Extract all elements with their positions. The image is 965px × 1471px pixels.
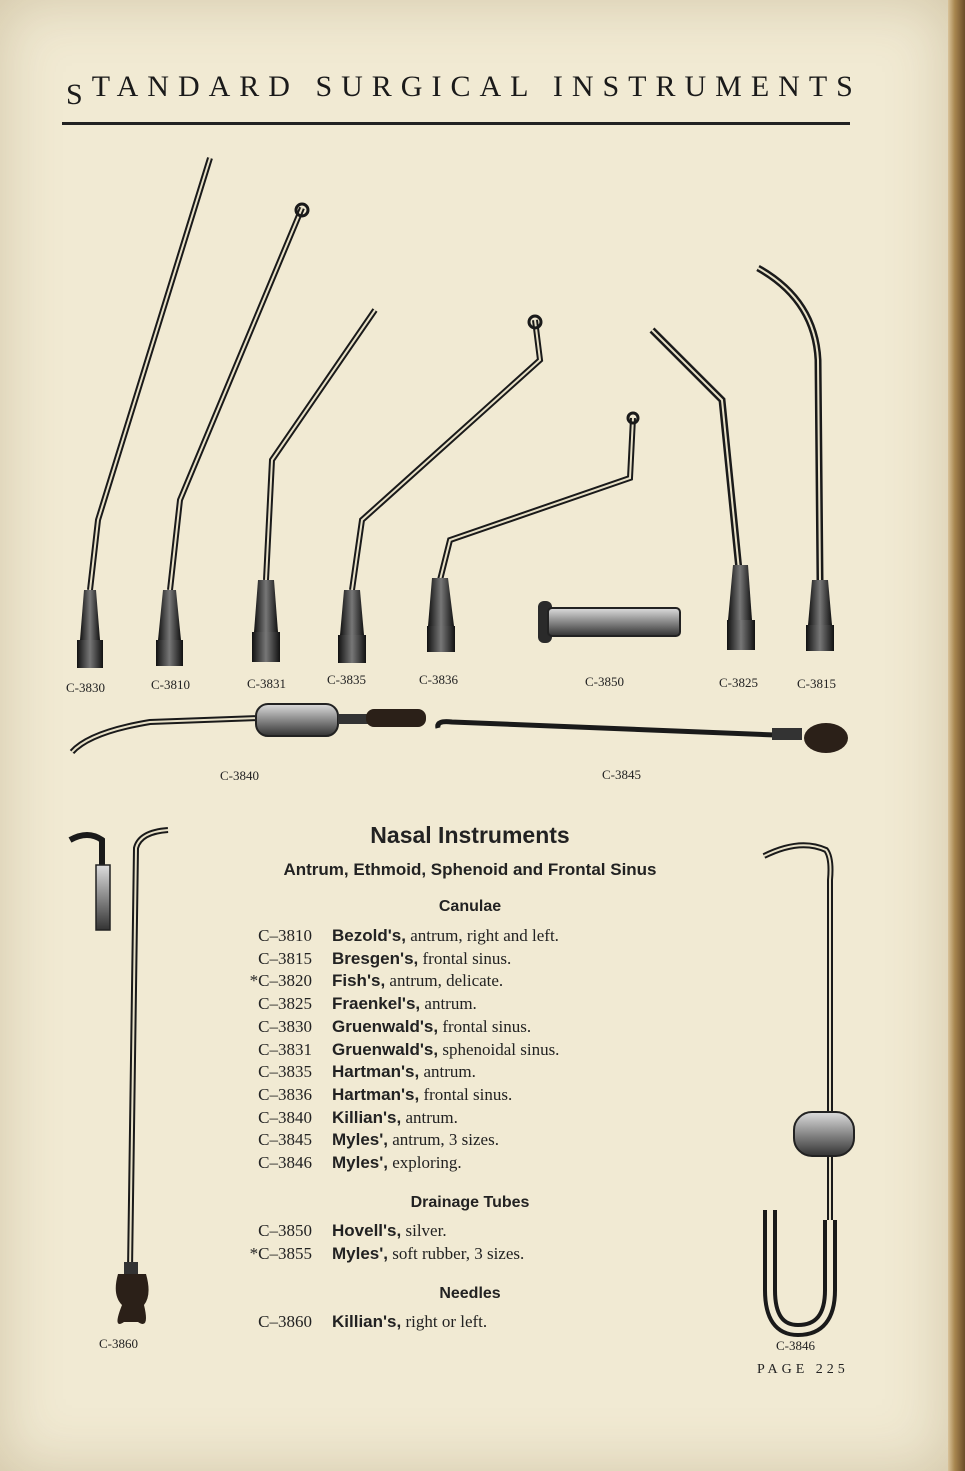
catalog-entry — [220, 1017, 740, 1039]
entry-description: sphenoidal sinus. — [442, 1039, 560, 1059]
drainage-heading: Drainage Tubes — [410, 1194, 530, 1211]
needle-c3860 — [70, 830, 168, 1324]
label-c3846: C-3846 — [776, 1338, 815, 1353]
entry-description: antrum, 3 sizes. — [392, 1130, 499, 1150]
entry-description: antrum, delicate. — [389, 971, 504, 991]
section-subtitle: Antrum, Ethmoid, Sphenoid and Frontal Sinus — [283, 860, 657, 879]
entry-description: silver. — [405, 1221, 447, 1240]
entry-code: C–3846 — [258, 1153, 312, 1172]
label-c3860: C-3860 — [99, 1336, 138, 1351]
entry-name: Hartman's, — [332, 1084, 420, 1104]
page-number: PAGE 225 — [757, 1362, 849, 1377]
entry-code: C–3810 — [258, 926, 312, 945]
label-c3830: C-3830 — [66, 680, 105, 695]
entry-code: *C–3820 — [249, 971, 312, 991]
entry-code: C–3836 — [258, 1084, 312, 1104]
catalog-entry — [220, 949, 740, 971]
entry-name: Hovell's, — [332, 1221, 402, 1240]
entry-code: C–3840 — [258, 1107, 312, 1127]
entry-text — [332, 1017, 531, 1037]
drainage-tube-c3850 — [538, 601, 680, 643]
entry-code: C–3831 — [258, 1039, 312, 1059]
entry-text — [332, 949, 511, 969]
label-c3850: C-3850 — [585, 674, 624, 689]
label-c3835: C-3835 — [327, 672, 366, 687]
entry-description: antrum. — [423, 1062, 476, 1082]
entry-description: frontal sinus. — [442, 1016, 532, 1036]
entry-name: Bresgen's, — [332, 948, 419, 968]
entry-text — [332, 994, 477, 1014]
label-c3825: C-3825 — [719, 675, 758, 690]
book-spine — [948, 0, 965, 1471]
entry-name: Fraenkel's, — [332, 994, 421, 1014]
needles-heading: Needles — [439, 1285, 501, 1302]
canula-c3845 — [438, 722, 848, 753]
canula-c3815 — [758, 268, 834, 651]
entry-name: Bezold's, — [332, 926, 406, 945]
entry-code: C–3845 — [258, 1130, 312, 1150]
entry-description: antrum. — [424, 994, 477, 1014]
catalog-entry — [220, 1085, 740, 1107]
entry-text — [332, 1130, 499, 1150]
entry-description: frontal sinus. — [423, 1084, 513, 1104]
entry-text — [332, 926, 559, 946]
catalog-entry — [220, 971, 740, 993]
entry-name: Hartman's, — [332, 1062, 420, 1082]
entry-code: *C–3855 — [249, 1243, 312, 1263]
label-c3831: C-3831 — [247, 676, 286, 691]
label-c3810: C-3810 — [151, 677, 190, 692]
entry-code: C–3835 — [258, 1062, 312, 1082]
label-c3836: C-3836 — [419, 672, 458, 687]
entry-text — [332, 1153, 462, 1173]
entry-code: C–3825 — [258, 994, 312, 1014]
catalog-entry — [220, 1108, 740, 1130]
entry-text — [332, 1040, 559, 1060]
canula-c3825 — [652, 330, 755, 650]
catalog-entry — [220, 1221, 740, 1243]
entry-text — [332, 971, 503, 991]
canula-c3840 — [72, 704, 426, 752]
catalog-entry — [220, 994, 740, 1016]
catalog-entry — [220, 1153, 740, 1175]
entry-name: Myles', — [332, 1130, 389, 1150]
section-title: Nasal Instruments — [370, 822, 570, 848]
entry-name: Killian's, — [332, 1312, 402, 1331]
entry-name: Gruenwald's, — [332, 1016, 439, 1036]
catalog-entry — [220, 1244, 740, 1266]
entry-text — [332, 1085, 512, 1105]
entry-name: Myles', — [332, 1153, 389, 1172]
catalog-entry — [220, 1312, 740, 1334]
catalog-entry — [220, 1062, 740, 1084]
entry-description: frontal sinus. — [422, 948, 512, 968]
entry-code: C–3860 — [258, 1312, 312, 1331]
entry-code: C–3815 — [258, 948, 312, 968]
entry-text — [332, 1062, 476, 1082]
entry-text — [332, 1108, 458, 1128]
entry-description: soft rubber, 3 sizes. — [392, 1243, 525, 1263]
catalog-entry — [220, 1130, 740, 1152]
label-c3815: C-3815 — [797, 676, 836, 691]
canulae-heading: Canulae — [438, 898, 502, 915]
canula-c3810 — [156, 204, 308, 666]
catalog-entry — [220, 926, 740, 948]
canula-c3846 — [764, 845, 854, 1330]
entry-name: Gruenwald's, — [332, 1039, 439, 1059]
entry-code: C–3830 — [258, 1016, 312, 1036]
canula-c3830 — [77, 158, 210, 668]
catalog-entry — [220, 1040, 740, 1062]
label-c3845: C-3845 — [602, 767, 641, 782]
entry-description: right or left. — [405, 1312, 488, 1331]
entry-description: antrum. — [405, 1107, 458, 1127]
entry-code: C–3850 — [258, 1221, 312, 1240]
entry-name: Killian's, — [332, 1107, 402, 1127]
entry-text — [332, 1312, 487, 1332]
entry-text — [332, 1244, 524, 1264]
entry-name: Myles', — [332, 1243, 389, 1263]
header-initial: S — [66, 78, 92, 111]
entry-description: antrum, right and left. — [410, 926, 559, 945]
entry-text — [332, 1221, 447, 1241]
header-rest: TANDARD SURGICAL INSTRUMENTS — [91, 70, 862, 103]
entry-name: Fish's, — [332, 971, 386, 991]
entry-description: exploring. — [392, 1153, 462, 1172]
label-c3840: C-3840 — [220, 768, 259, 783]
